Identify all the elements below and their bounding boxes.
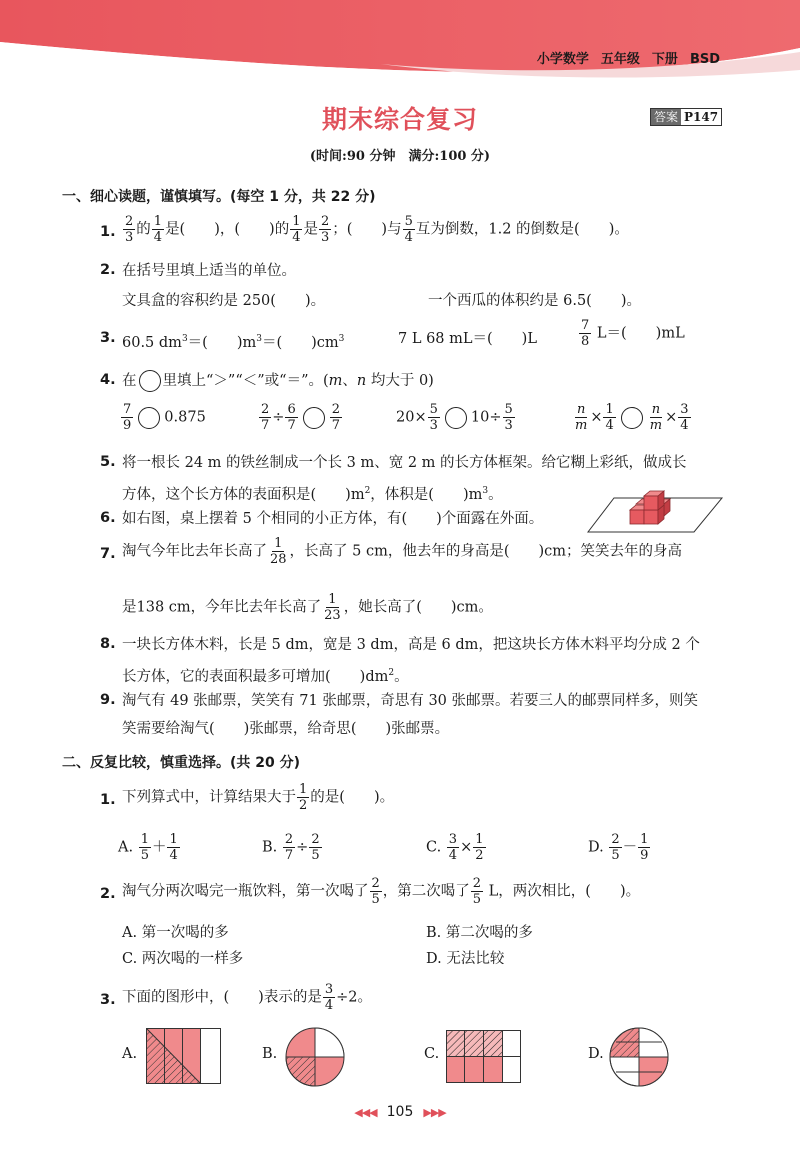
q8-line2: 长方体，它的表面积最多可增加( )$dm^2$。 <box>122 668 409 685</box>
fraction: $\frac{1}{4}$ <box>605 402 614 433</box>
compare-circle[interactable] <box>303 407 325 429</box>
q8-number: 8. <box>100 636 116 652</box>
q2-prompt: 在括号里填上适当的单位。 <box>122 263 296 279</box>
q3-item-a: 60.5 $dm^3=$( )$m^3=$( )$cm^3$ <box>122 334 345 351</box>
q3-number: 3. <box>100 330 116 346</box>
s2-q2-prompt: 淘气分两次喝完一瓶饮料，第一次喝了 $\frac{2}{5}$ ，第二次喝了 $\frac{2}{5}$ L，两次相比，( )。 <box>122 876 641 907</box>
fraction: $\frac{5}{4}$ <box>404 214 413 245</box>
q9-line2: 笑需要给淘气( )张邮票，给奇思( )张邮票。 <box>122 721 450 737</box>
s2-q2-option-d[interactable]: D. 无法比较 <box>426 951 505 967</box>
s2-q1-option-b[interactable]: B. $\frac{2}{7}$ ÷ $\frac{2}{5}$ <box>262 832 320 863</box>
prev-arrows-icon: ◀◀◀ <box>354 1106 377 1119</box>
figure-option-c[interactable] <box>446 1030 522 1084</box>
fraction: $\frac{6}{7}$ <box>287 402 296 433</box>
fraction: $\frac{1}{2}$ <box>299 782 308 813</box>
section2-heading: 二、反复比较，慎重选择。(共 20 分) <box>62 755 301 771</box>
fraction: $\frac{7}{9}$ <box>123 402 132 433</box>
s2-q2-option-a[interactable]: A. 第一次喝的多 <box>122 925 229 941</box>
fraction: $\frac{5}{3}$ <box>504 402 513 433</box>
q1-number: 1. <box>100 224 116 240</box>
fraction: $\frac{1}{4}$ <box>292 214 301 245</box>
fraction: $\frac{2}{5}$ <box>311 832 320 863</box>
s2-q3-number: 3. <box>100 992 116 1008</box>
q8-line1: 一块长方体木料，长是 5 dm，宽是 3 dm，高是 6 dm，把这块长方体木料平均分成 2 个 <box>122 637 700 653</box>
fraction: $\frac{1}{4}$ <box>153 214 163 245</box>
q4-compare-4: $\frac{n}{m}$ × $\frac{1}{4}$ $\frac{n}{m}$ × $\frac{3}{4}$ <box>575 402 689 433</box>
q4-compare-3: 20× $\frac{5}{3}$ 10÷ $\frac{5}{3}$ <box>396 402 513 433</box>
s2-q2-number: 2. <box>100 886 116 902</box>
s2-q3-label-b: B. <box>262 1046 278 1062</box>
s2-q1-number: 1. <box>100 792 116 808</box>
answer-badge-key: 答案 <box>651 109 681 125</box>
q2-item-a: 文具盒的容积约是 250( )。 <box>122 293 326 309</box>
q4-compare-1: $\frac{7}{9}$ 0.875 <box>123 402 206 433</box>
fraction: $\frac{2}{5}$ <box>611 832 620 863</box>
page-title: 期末综合复习 <box>321 105 478 134</box>
q1-line: $\frac{2}{3}$ 的 $\frac{1}{4}$ 是( )，( )的 $\frac{1}{4}$ 是 $\frac{2}{3}$ ；( )与 $\frac{5}{4}$ 互为倒数，1.2 的倒数是( )。 <box>125 214 629 245</box>
figure-option-a[interactable] <box>146 1028 222 1084</box>
fraction: $\frac{n}{m}$ <box>575 402 588 433</box>
q6-text: 如右图，桌上摆着 5 个相同的小正方体，有( )个面露在外面。 <box>122 511 544 527</box>
fraction: $\frac{n}{m}$ <box>649 402 663 433</box>
q5-line1: 将一根长 24 m 的铁丝制成一个长 3 m、宽 2 m 的长方体框架。给它糊上彩纸，做成长 <box>122 455 687 471</box>
s2-q3-label-d: D. <box>588 1046 604 1062</box>
q3-item-b: 7 L 68 mL＝( )L <box>398 331 537 347</box>
edition-label: BSD <box>689 52 720 67</box>
fraction: $\frac{1}{9}$ <box>640 832 649 863</box>
s2-q2-option-b[interactable]: B. 第二次喝的多 <box>426 925 533 941</box>
fraction: $\frac{2}{7}$ <box>284 832 294 863</box>
s2-q2-option-c[interactable]: C. 两次喝的一样多 <box>122 951 244 967</box>
exam-subtitle: (时间:90 分钟 满分:100 分) <box>309 149 491 164</box>
fraction: $\frac{2}{5}$ <box>371 876 380 907</box>
section1-heading: 一、细心读题，谨慎填写。(每空 1 分，共 22 分) <box>62 189 376 205</box>
subject-label: 小学数学 <box>536 52 589 67</box>
fraction: $\frac{2}{3}$ <box>320 214 330 245</box>
figure-option-d[interactable] <box>608 1026 670 1088</box>
q7-line2: 是138 cm，今年比去年长高了 $\frac{1}{23}$ ，她长高了( )cm。 <box>122 592 493 623</box>
q3-item-c: $\frac{7}{8}$ L＝( )mL <box>581 318 685 349</box>
fraction: $\frac{3}{4}$ <box>324 982 334 1013</box>
q5-line2: 方体，这个长方体的表面积是( )$m^2$，体积是( )$m^3$。 <box>122 486 503 503</box>
s2-q1-prompt: 下列算式中，计算结果大于 $\frac{1}{2}$ 的是( )。 <box>122 782 395 813</box>
s2-q1-option-a[interactable]: A. $\frac{1}{5}$ ＋ $\frac{1}{4}$ <box>118 832 178 863</box>
q2-number: 2. <box>100 262 116 278</box>
q7-line1: 淘气今年比去年长高了 $\frac{1}{28}$ ，长高了 5 cm，他去年的身高是( )cm；笑笑去年的身高 <box>122 536 683 567</box>
fraction: $\frac{5}{3}$ <box>429 402 438 433</box>
compare-circle[interactable] <box>445 407 467 429</box>
fraction: $\frac{2}{3}$ <box>125 214 134 245</box>
term-label: 下册 <box>651 52 678 67</box>
series-info <box>525 48 720 67</box>
s2-q3-label-c: C. <box>424 1046 440 1062</box>
answer-badge-page: P147 <box>684 110 719 124</box>
q9-line1: 淘气有 49 张邮票，笑笑有 71 张邮票，奇思有 30 张邮票。若要三人的邮票同样多，则笑 <box>122 693 699 709</box>
q4-number: 4. <box>100 372 116 388</box>
compare-circle <box>139 370 161 392</box>
s2-q1-option-c[interactable]: C. $\frac{3}{4}$ × $\frac{1}{2}$ <box>426 832 484 863</box>
figure-option-b[interactable] <box>284 1026 346 1088</box>
fraction: $\frac{2}{5}$ <box>472 876 482 907</box>
s2-q3-label-a: A. <box>122 1046 138 1062</box>
q7-number: 7. <box>100 546 116 562</box>
compare-circle[interactable] <box>138 407 160 429</box>
fraction: $\frac{1}{4}$ <box>169 832 178 863</box>
fraction: $\frac{3}{4}$ <box>448 832 458 863</box>
s2-q3-prompt: 下面的图形中，( )表示的是 $\frac{3}{4}$ ÷2。 <box>122 982 372 1013</box>
q9-number: 9. <box>100 692 116 708</box>
fraction: $\frac{2}{7}$ <box>331 402 340 433</box>
next-arrows-icon: ▶▶▶ <box>423 1106 446 1119</box>
q4-prompt: 在 里填上“＞”“＜”或“＝”。(m、n 均大于 0) <box>122 370 434 392</box>
fraction: $\frac{1}{28}$ <box>270 536 287 567</box>
fraction: $\frac{7}{8}$ <box>581 318 590 349</box>
page-number: 105 <box>386 1104 414 1120</box>
cubes-on-table-figure <box>584 476 724 536</box>
fraction: $\frac{1}{2}$ <box>475 832 484 863</box>
fraction: $\frac{3}{4}$ <box>680 402 689 433</box>
fraction: $\frac{1}{5}$ <box>140 832 149 863</box>
q5-number: 5. <box>100 454 116 470</box>
page-footer <box>0 1104 800 1120</box>
grade-label: 五年级 <box>600 52 640 67</box>
compare-circle[interactable] <box>621 407 643 429</box>
s2-q1-option-d[interactable]: D. $\frac{2}{5}$ － $\frac{1}{9}$ <box>588 832 649 863</box>
q2-item-b: 一个西瓜的体积约是 6.5( )。 <box>428 293 641 309</box>
q4-compare-2: $\frac{2}{7}$ ÷ $\frac{6}{7}$ $\frac{2}{7}$ <box>261 402 340 433</box>
fraction: $\frac{2}{7}$ <box>261 402 270 433</box>
q6-number: 6. <box>100 510 116 526</box>
answer-badge[interactable] <box>650 108 722 126</box>
fraction: $\frac{1}{23}$ <box>324 592 341 623</box>
header-band <box>0 0 800 82</box>
